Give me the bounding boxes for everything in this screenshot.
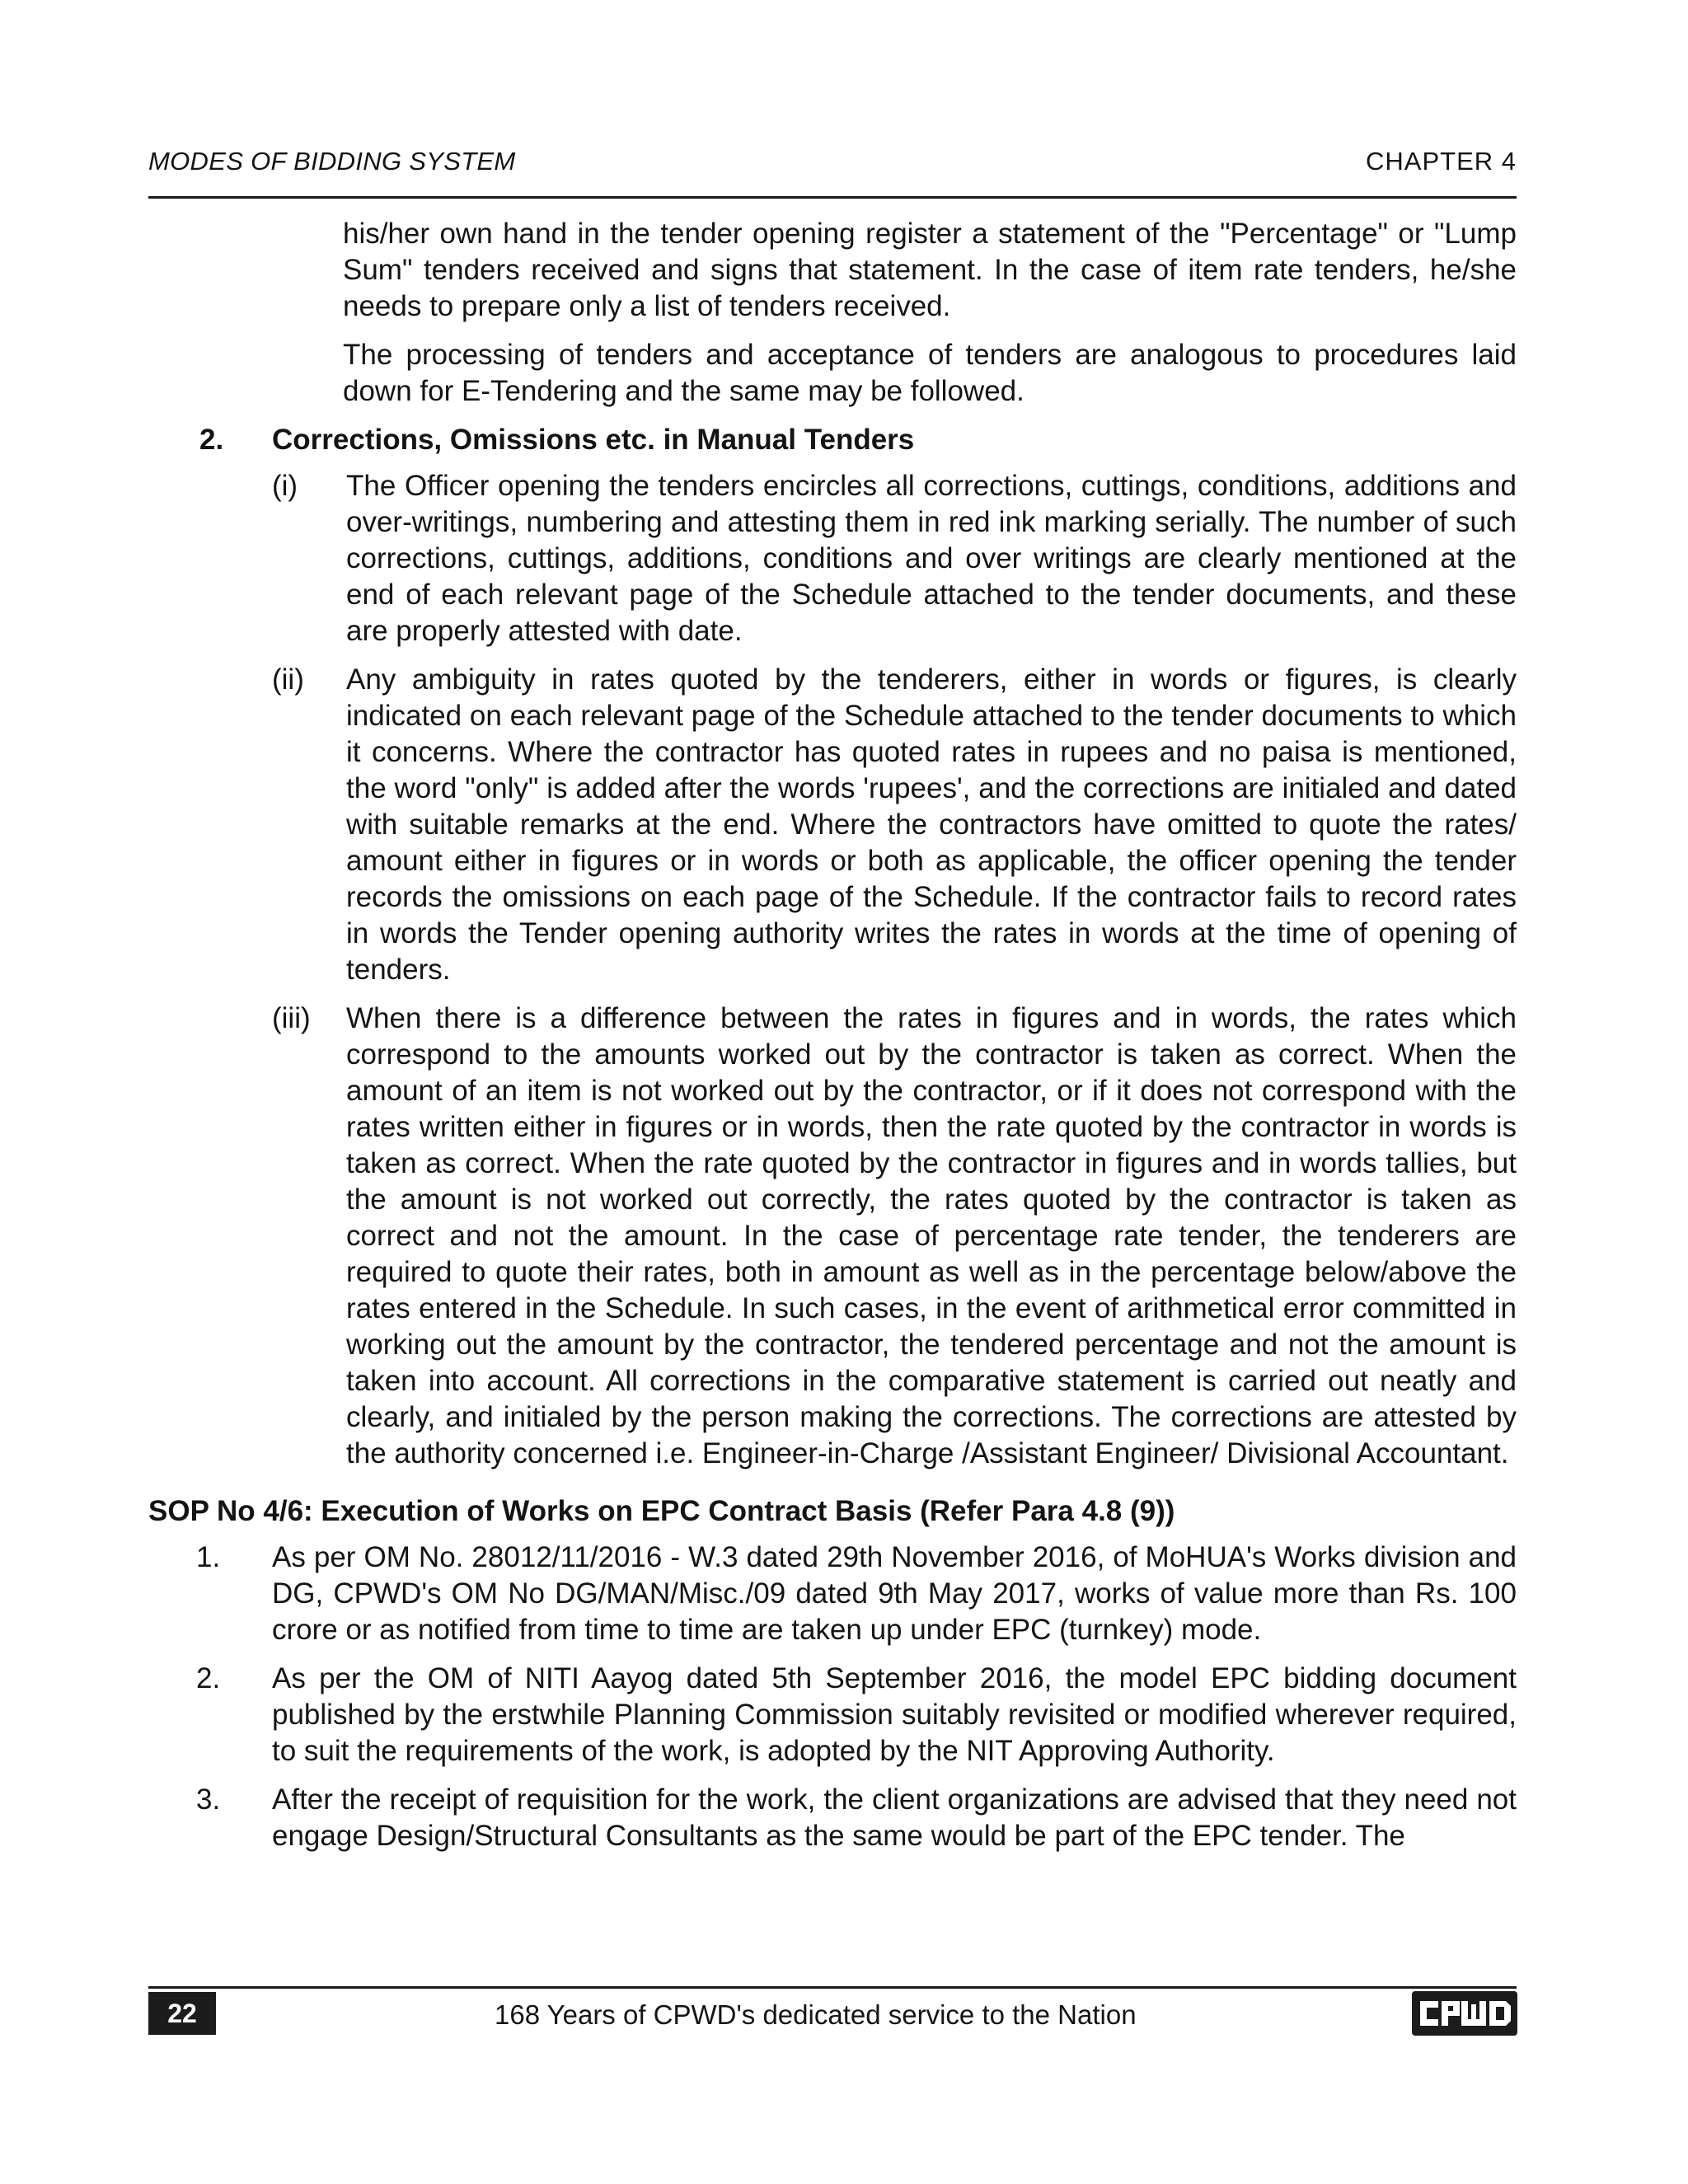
list-item [148,1782,1517,1854]
section-title: Corrections, Omissions etc. in Manual Tenders [272,424,915,456]
item-marker: (iii) [272,1002,311,1034]
section-heading [148,422,1517,458]
page-number: 22 [148,1992,216,2035]
item-marker: 1. [196,1541,221,1573]
item-marker: 3. [196,1783,221,1816]
item-marker: 2. [196,1662,221,1694]
item-text: As per OM No. 28012/11/2016 - W.3 dated 29th November 2016, of MoHUA's Works division and DG, CPWD's OM No DG/MAN/Misc./09 dated 9th May 2017, works of value more than Rs. 100 crore or as notified from time to time are taken up under EPC (turnkey) mode. [272,1541,1517,1646]
section-number: 2. [199,424,224,456]
intro-paragraph-1: his/her own hand in the tender opening register a statement of the "Percentage" or "Lump Sum" tenders received and signs that statement. In the case of item rate tenders, he/she needs to prepare only a list of tenders received. [343,218,1517,322]
list-item [148,1001,1517,1472]
item-text: Any ambiguity in rates quoted by the tenderers, either in words or figures, is clearly indicated on each relevant page of the Schedule attached to the tender documents to which it concerns. Where the contractor has quoted rates in rupees and no paisa is mentioned, the word "only" is added after the words 'rupees', and the corrections are initialed and dated with suitable remarks at the end. Where the contractors have omitted to quote the rates/ amount either in figures or in words or both as applicable, the officer opening the tender records the omissions on each page of the Schedule. If the contractor fails to record rates in words the Tender opening authority writes the rates in words at the time of opening of tenders. [346,663,1517,986]
page-header [148,142,1517,183]
running-title: MODES OF BIDDING SYSTEM [148,147,516,176]
item-marker: (ii) [272,663,304,696]
intro-paragraph-2: The processing of tenders and acceptance of tenders are analogous to procedures laid down for E-Tendering and the same may be followed. [343,339,1517,407]
list-item [148,1661,1517,1769]
item-marker: (i) [272,470,298,502]
item-text: After the receipt of requisition for the work, the client organizations are advised that they need not engage Design/Structural Consultants as the same would be part of the EPC tender. The [272,1783,1517,1852]
footer-tagline: 168 Years of CPWD's dedicated service to the Nation [495,1999,1137,2030]
footer-divider [148,1986,1517,1989]
cpwd-logo-icon [1412,1991,1517,2036]
list-item [148,468,1517,649]
item-text: As per the OM of NITI Aayog dated 5th September 2016, the model EPC bidding document published by the erstwhile Planning Commission suitably revisited or modified wherever required, to suit the requirements of the work, is adopted by the NIT Approving Authority. [272,1662,1517,1767]
header-divider [148,196,1517,199]
chapter-label: CHAPTER 4 [1366,147,1517,176]
intro-block [343,216,1517,410]
item-text: The Officer opening the tenders encircles all corrections, cuttings, conditions, additions and over-writings, numbering and attesting them in red ink marking serially. The number of such corrections, cuttings, additions, conditions and over writings are clearly mentioned at the end of each relevant page of the Schedule attached to the tender documents, and these are properly attested with date. [346,470,1517,647]
page-body [148,216,1517,1867]
sop-heading: SOP No 4/6: Execution of Works on EPC Contract Basis (Refer Para 4.8 (9)) [148,1495,1175,1527]
list-item [148,662,1517,988]
list-item [148,1540,1517,1648]
item-text: When there is a difference between the rates in figures and in words, the rates which correspond to the amounts worked out by the contractor is taken as correct. When the amount of an item is not worked out by the contractor, or if it does not correspond with the rates written either in figures or in words, then the rate quoted by the contractor in words is taken as correct. When the rate quoted by the contractor in figures and in words tallies, but the amount is not worked out correctly, the rates quoted by the contractor is taken as correct and not the amount. In the case of percentage rate tender, the tenderers are required to quote their rates, both in amount as well as in the percentage below/above the rates entered in the Schedule. In such cases, in the event of arithmetical error committed in working out the amount by the contractor, the tendered percentage and not the amount is taken into account. All corrections in the comparative statement is carried out neatly and clearly, and initialed by the person making the corrections. The corrections are attested by the authority concerned i.e. Engineer-in-Charge /Assistant Engineer/ Divisional Accountant. [346,1002,1517,1469]
